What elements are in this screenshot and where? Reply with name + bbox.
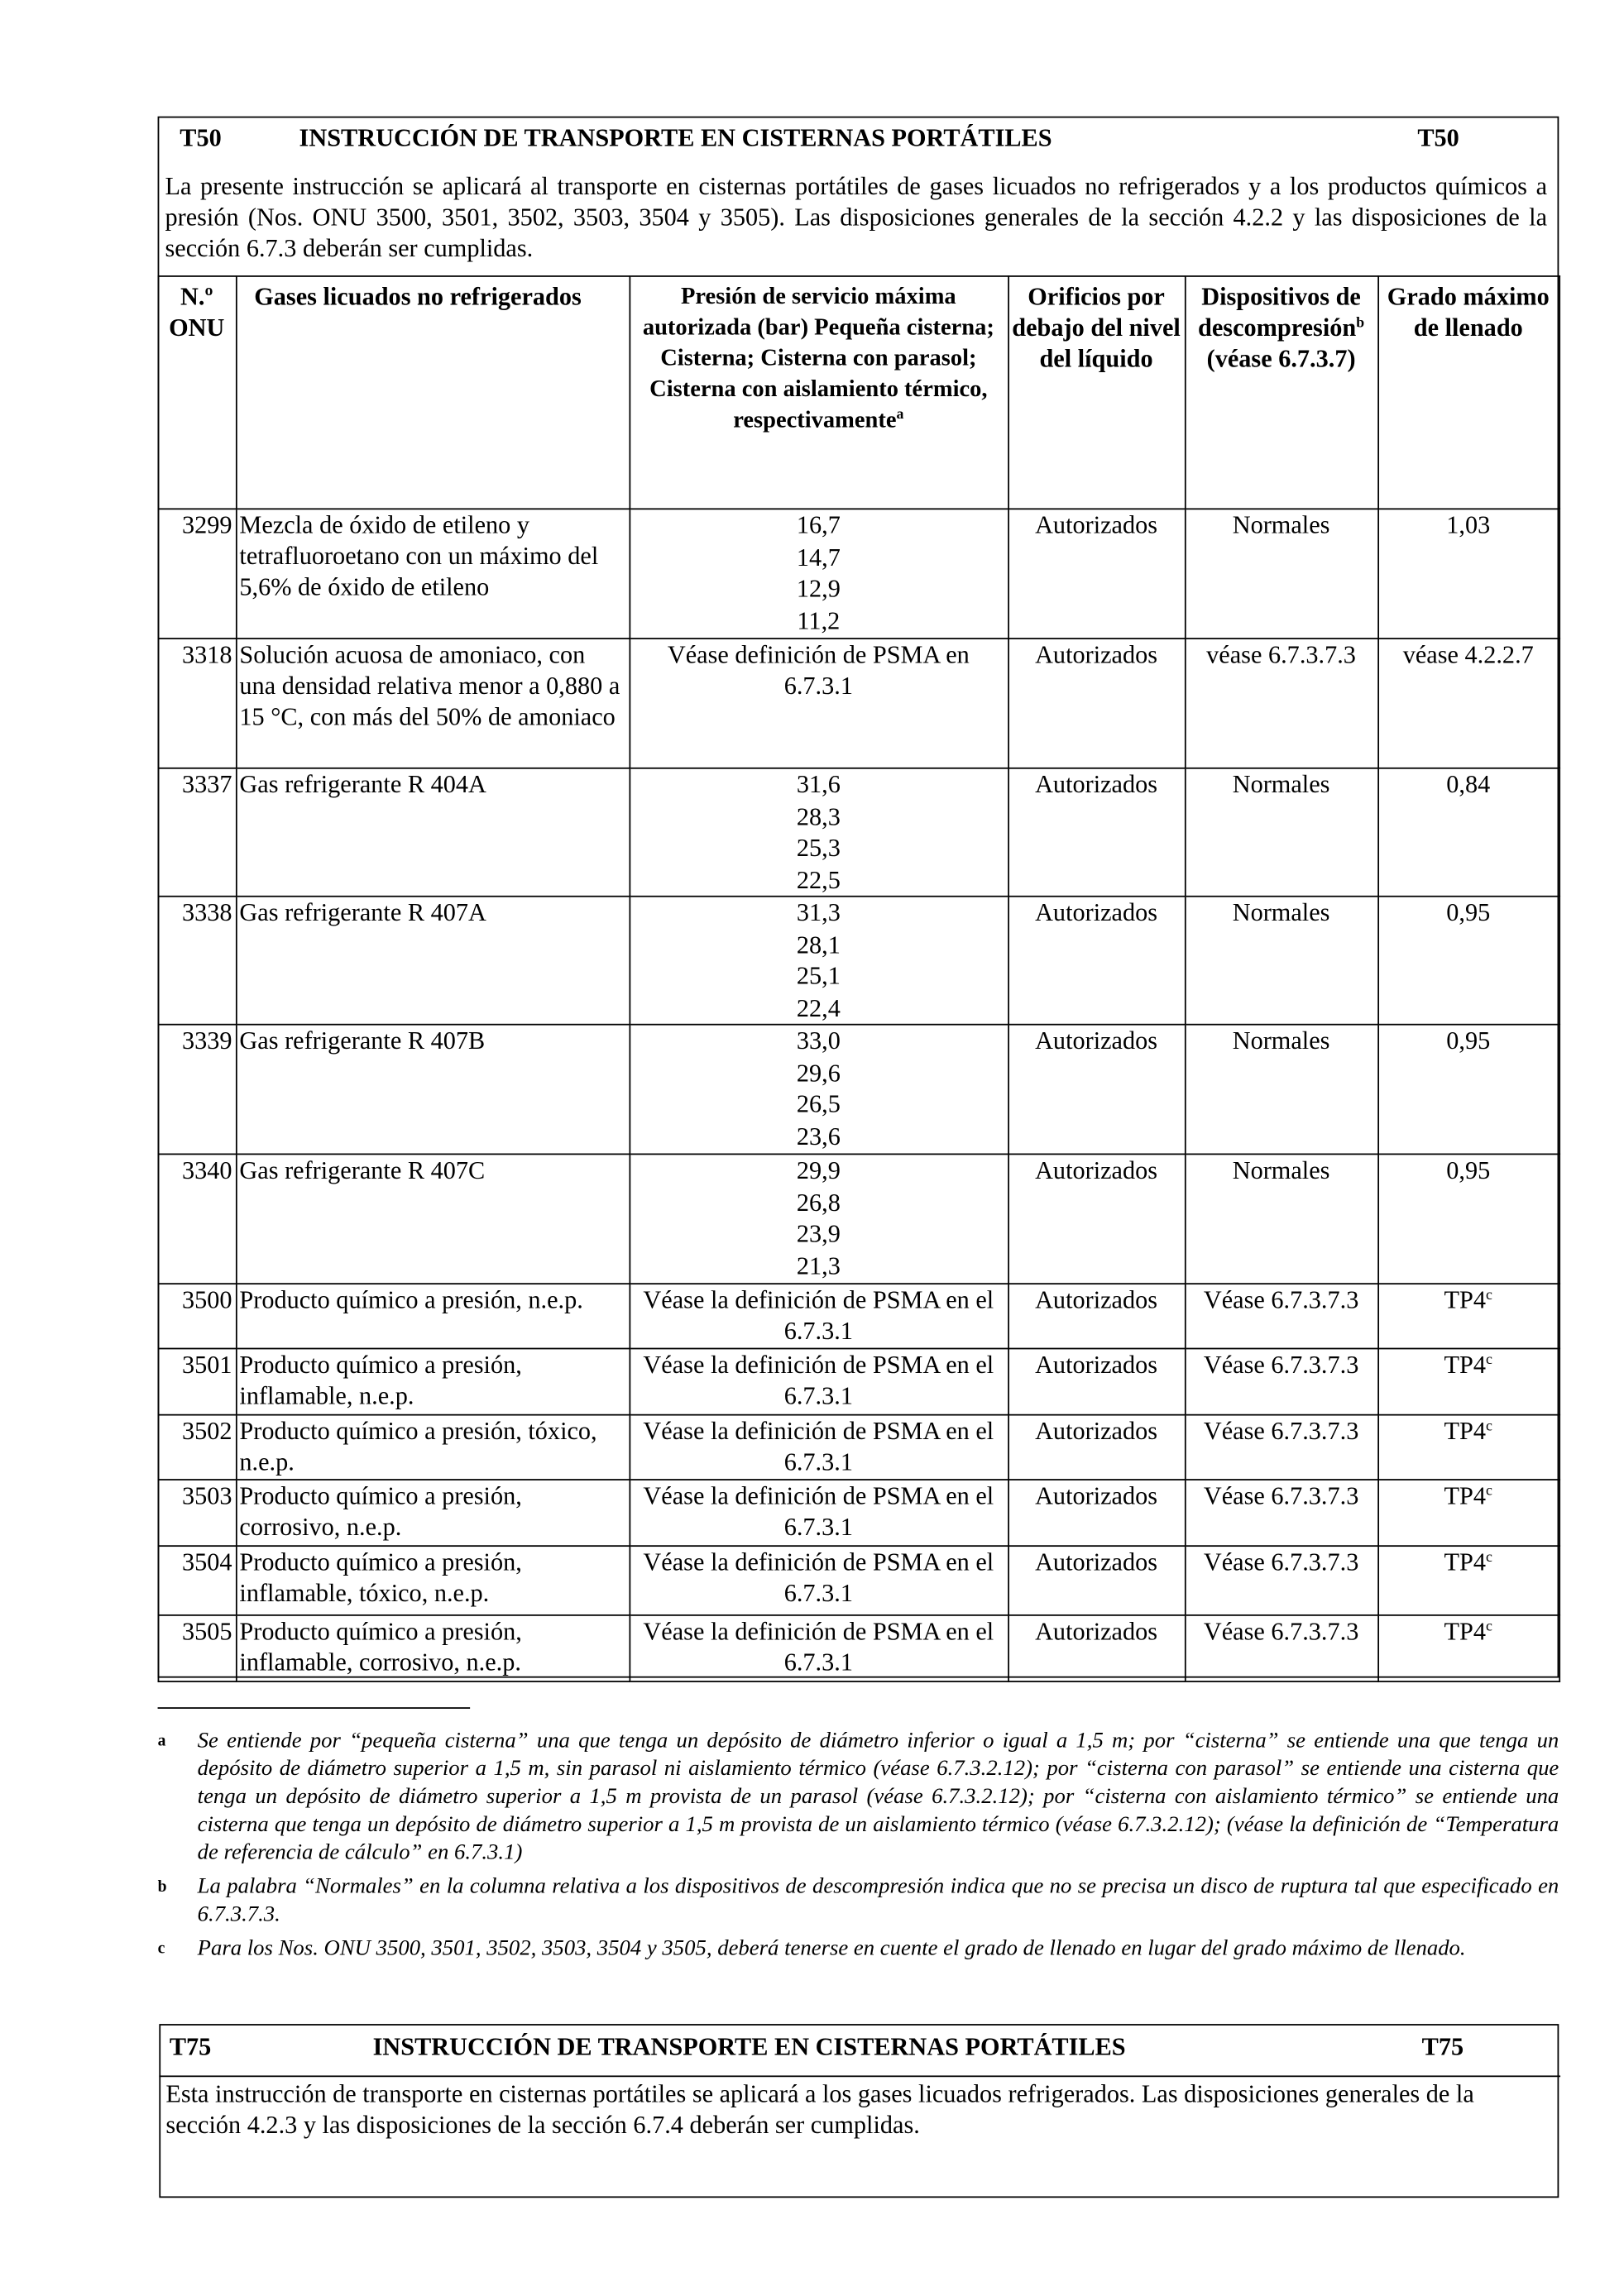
pressure-value: Véase la definición de PSMA en el 6.7.3.1 xyxy=(643,1417,994,1476)
pressure-value: 25,3 xyxy=(796,834,841,862)
cell-relief: Normales xyxy=(1185,1154,1377,1284)
filling-value: 0,95 xyxy=(1446,898,1491,927)
t50-code-right: T50 xyxy=(1417,123,1459,152)
col-header-un-no: N.º ONU xyxy=(158,276,236,509)
cell-pressure xyxy=(629,639,1008,768)
pressure-value: Véase la definición de PSMA en el 6.7.3.1 xyxy=(643,1547,994,1608)
cell-relief: Véase 6.7.3.7.3 xyxy=(1185,1480,1377,1546)
cell-relief: Véase 6.7.3.7.3 xyxy=(1185,1615,1377,1681)
pressure-value: 22,4 xyxy=(796,993,841,1022)
cell-filling xyxy=(1377,1480,1559,1546)
cell-un-number: 3501 xyxy=(158,1349,236,1415)
pressure-value: Véase la definición de PSMA en el 6.7.3.1 xyxy=(643,1617,994,1677)
cell-openings: Autorizados xyxy=(1008,768,1185,897)
cell-pressure xyxy=(629,1615,1008,1681)
cell-filling xyxy=(1377,897,1559,1025)
cell-gas-name: Gas refrigerante R 407B xyxy=(236,1025,630,1155)
filling-value: 0,95 xyxy=(1446,1156,1491,1184)
pressure-value: Véase la definición de PSMA en el 6.7.3.1 xyxy=(643,1285,994,1346)
t75-intro: Esta instrucción de transporte en cisternas portátiles se aplicará a los gases licuados refrigerados. Las disposiciones generales de la sección 4.2.3 y las disposiciones de la sección 6.7.4 deberán ser cumplidas. xyxy=(158,2075,1559,2140)
col-header-filling: Grado máximo de llenado xyxy=(1377,276,1559,509)
cell-relief: Véase 6.7.3.7.3 xyxy=(1185,1415,1377,1480)
cell-relief: Véase 6.7.3.7.3 xyxy=(1185,1349,1377,1415)
pressure-value: 31,3 xyxy=(796,898,841,927)
cell-openings: Autorizados xyxy=(1008,1349,1185,1415)
t75-title: INSTRUCCIÓN DE TRANSPORTE EN CISTERNAS PORTÁTILES xyxy=(372,2032,1126,2061)
table-row xyxy=(158,639,1559,768)
filling-value: TP4 xyxy=(1444,1351,1487,1380)
table-row xyxy=(158,509,1559,639)
cell-un-number: 3340 xyxy=(158,1154,236,1284)
cell-gas-name: Producto químico a presión, corrosivo, n.e.p. xyxy=(236,1480,630,1546)
cell-openings: Autorizados xyxy=(1008,1546,1185,1615)
cell-gas-name: Producto químico a presión, inflamable, n.e.p. xyxy=(236,1349,630,1415)
cell-relief: Normales xyxy=(1185,509,1377,639)
cell-relief: Véase 6.7.3.7.3 xyxy=(1185,1546,1377,1615)
pressure-value: 28,1 xyxy=(796,930,841,959)
t50-heading xyxy=(159,117,1557,155)
cell-filling xyxy=(1377,1349,1559,1415)
table-row xyxy=(158,897,1559,1025)
cell-un-number: 3299 xyxy=(158,509,236,639)
cell-pressure xyxy=(629,1415,1008,1480)
pressure-value: 28,3 xyxy=(796,801,841,830)
cell-gas-name: Producto químico a presión, tóxico, n.e.p. xyxy=(236,1415,630,1480)
table-row xyxy=(158,1480,1559,1546)
t50-instruction-box xyxy=(158,117,1559,1678)
pressure-value: 26,8 xyxy=(796,1188,841,1217)
cell-openings: Autorizados xyxy=(1008,1480,1185,1546)
filling-footnote-marker: c xyxy=(1486,1418,1492,1435)
cell-gas-name: Solución acuosa de amoniaco, con una densidad relativa menor a 0,880 a 15 °C, con más del 50% de amoniaco xyxy=(236,639,630,768)
cell-relief: Normales xyxy=(1185,897,1377,1025)
cell-gas-name: Gas refrigerante R 407C xyxy=(236,1154,630,1284)
t50-table xyxy=(157,275,1560,1682)
t50-code-left: T50 xyxy=(180,123,222,152)
cell-relief: Normales xyxy=(1185,768,1377,897)
filling-value: TP4 xyxy=(1444,1285,1487,1314)
cell-filling xyxy=(1377,1154,1559,1284)
cell-openings: Autorizados xyxy=(1008,897,1185,1025)
cell-filling xyxy=(1377,1546,1559,1615)
cell-filling xyxy=(1377,509,1559,639)
table-row xyxy=(158,1615,1559,1681)
col-header-relief: Dispositivos de descompresión$^b$ (véase 6.7.3.7) xyxy=(1185,276,1377,509)
col-header-pressure: Presión de servicio máxima autorizada (bar) Pequeña cisterna; Cisterna; Cisterna con parasol; Cisterna con aislamiento térmico, respectivamente$^a$ xyxy=(629,276,1008,509)
table-row xyxy=(158,1546,1559,1615)
table-row xyxy=(158,1025,1559,1155)
filling-footnote-marker: c xyxy=(1486,1619,1492,1635)
t75-code-right: T75 xyxy=(1421,2032,1464,2061)
cell-pressure xyxy=(629,1546,1008,1615)
cell-gas-name: Producto químico a presión, n.e.p. xyxy=(236,1284,630,1348)
pressure-value: 26,5 xyxy=(796,1089,841,1118)
pressure-value: 29,6 xyxy=(796,1058,841,1087)
footnote-separator xyxy=(158,1707,471,1709)
pressure-value: Véase definición de PSMA en 6.7.3.1 xyxy=(667,640,970,700)
pressure-value: 31,6 xyxy=(796,770,841,799)
cell-relief: Normales xyxy=(1185,1025,1377,1155)
cell-pressure xyxy=(629,768,1008,897)
t75-instruction-box xyxy=(159,2024,1559,2198)
footnote-b: b La palabra “Normales” en la columna relativa a los dispositivos de descompresión indica que no se precisa un disco de ruptura tal que especificado en 6.7.3.7.3. xyxy=(157,1875,1559,1927)
t75-heading xyxy=(160,2026,1557,2076)
pressure-value: 33,0 xyxy=(796,1026,841,1055)
cell-relief: Véase 6.7.3.7.3 xyxy=(1185,1284,1377,1348)
filling-footnote-marker: c xyxy=(1486,1483,1492,1500)
cell-filling xyxy=(1377,639,1559,768)
t75-code-left: T75 xyxy=(169,2032,212,2061)
cell-openings: Autorizados xyxy=(1008,1615,1185,1681)
filling-value: TP4 xyxy=(1444,1417,1487,1446)
cell-filling xyxy=(1377,1615,1559,1681)
cell-un-number: 3318 xyxy=(158,639,236,768)
footnote-a: a Se entiende por “pequeña cisterna” una que tenga un depósito de diámetro inferior o igual a 1,5 m; por “cisterna” se entiende una que tenga un depósito de diámetro superior a 1,5 m, sin parasol ni aislamiento térmico (véase 6.7.3.2.12); por “cisterna con parasol” se entiende una cisterna que tenga un depósito de diámetro superior a 1,5 m provista de un parasol (véase 6.7.3.2.12); por “cisterna con aislamiento térmico” se entiende una cisterna que tenga un depósito de diámetro superior a 1,5 m provista de un aislamiento térmico (véase 6.7.3.2.12); (véase la definición de “Temperatura de referencia de cálculo” en 6.7.3.1) xyxy=(157,1729,1559,1865)
table-row xyxy=(158,1154,1559,1284)
filling-value: 1,03 xyxy=(1446,511,1491,539)
cell-filling xyxy=(1377,1025,1559,1155)
filling-footnote-marker: c xyxy=(1486,1351,1492,1369)
table-header-row xyxy=(158,276,1559,509)
cell-gas-name: Producto químico a presión, inflamable, tóxico, n.e.p. xyxy=(236,1546,630,1615)
filling-footnote-marker: c xyxy=(1486,1549,1492,1567)
pressure-value: 14,7 xyxy=(796,543,841,572)
cell-filling xyxy=(1377,1415,1559,1480)
filling-value: véase 4.2.2.7 xyxy=(1402,640,1534,669)
pressure-value: 21,3 xyxy=(796,1251,841,1280)
cell-un-number: 3504 xyxy=(158,1546,236,1615)
pressure-value: 16,7 xyxy=(796,511,841,539)
filling-footnote-marker: c xyxy=(1486,1287,1492,1304)
cell-gas-name: Producto químico a presión, inflamable, corrosivo, n.e.p. xyxy=(236,1615,630,1681)
pressure-value: Véase la definición de PSMA en el 6.7.3.1 xyxy=(643,1481,994,1541)
col-header-gases: Gases licuados no refrigerados xyxy=(236,276,630,509)
filling-value: 0,95 xyxy=(1446,1026,1491,1055)
cell-openings: Autorizados xyxy=(1008,1415,1185,1480)
filling-value: TP4 xyxy=(1444,1481,1487,1510)
pressure-value: 25,1 xyxy=(796,961,841,990)
cell-relief: véase 6.7.3.7.3 xyxy=(1185,639,1377,768)
cell-pressure xyxy=(629,509,1008,639)
pressure-value: 11,2 xyxy=(797,605,841,634)
cell-gas-name: Mezcla de óxido de etileno y tetrafluoroetano con un máximo del 5,6% de óxido de etileno xyxy=(236,509,630,639)
cell-pressure xyxy=(629,1154,1008,1284)
cell-un-number: 3503 xyxy=(158,1480,236,1546)
filling-value: 0,84 xyxy=(1446,770,1491,799)
cell-openings: Autorizados xyxy=(1008,639,1185,768)
filling-value: TP4 xyxy=(1444,1547,1487,1576)
cell-pressure xyxy=(629,1480,1008,1546)
footnote-c: c Para los Nos. ONU 3500, 3501, 3502, 3503, 3504 y 3505, deberá tenerse en cuente el grado de llenado en lugar del grado máximo de llenado. xyxy=(157,1937,1466,1961)
cell-openings: Autorizados xyxy=(1008,1025,1185,1155)
table-row xyxy=(158,1284,1559,1348)
table-row xyxy=(158,1349,1559,1415)
cell-filling xyxy=(1377,1284,1559,1348)
cell-filling xyxy=(1377,768,1559,897)
pressure-value: 12,9 xyxy=(796,574,841,603)
cell-pressure xyxy=(629,1025,1008,1155)
t50-title: INSTRUCCIÓN DE TRANSPORTE EN CISTERNAS PORTÁTILES xyxy=(299,123,1052,152)
cell-openings: Autorizados xyxy=(1008,1284,1185,1348)
cell-un-number: 3502 xyxy=(158,1415,236,1480)
t50-intro: La presente instrucción se aplicará al transporte en cisternas portátiles de gases licuados no refrigerados y a los productos químicos a presión (Nos. ONU 3500, 3501, 3502, 3503, 3504 y 3505). Las disposiciones generales de la sección 4.2.2 y las disposiciones de la sección 6.7.3 deberán ser cumplidas. xyxy=(165,172,1548,263)
pressure-value: 29,9 xyxy=(796,1156,841,1184)
cell-gas-name: Gas refrigerante R 404A xyxy=(236,768,630,897)
pressure-value: 23,6 xyxy=(796,1122,841,1150)
cell-gas-name: Gas refrigerante R 407A xyxy=(236,897,630,1025)
col-header-openings: Orificios por debajo del nivel del líquido xyxy=(1008,276,1185,509)
pressure-value: Véase la definición de PSMA en el 6.7.3.1 xyxy=(643,1351,994,1410)
cell-pressure xyxy=(629,1349,1008,1415)
cell-pressure xyxy=(629,897,1008,1025)
table-row xyxy=(158,768,1559,897)
cell-openings: Autorizados xyxy=(1008,1154,1185,1284)
cell-un-number: 3500 xyxy=(158,1284,236,1348)
cell-un-number: 3339 xyxy=(158,1025,236,1155)
cell-pressure xyxy=(629,1284,1008,1348)
cell-openings: Autorizados xyxy=(1008,509,1185,639)
pressure-value: 22,5 xyxy=(796,865,841,894)
filling-value: TP4 xyxy=(1444,1617,1487,1646)
cell-un-number: 3338 xyxy=(158,897,236,1025)
cell-un-number: 3505 xyxy=(158,1615,236,1681)
pressure-value: 23,9 xyxy=(796,1219,841,1248)
table-row xyxy=(158,1415,1559,1480)
cell-un-number: 3337 xyxy=(158,768,236,897)
